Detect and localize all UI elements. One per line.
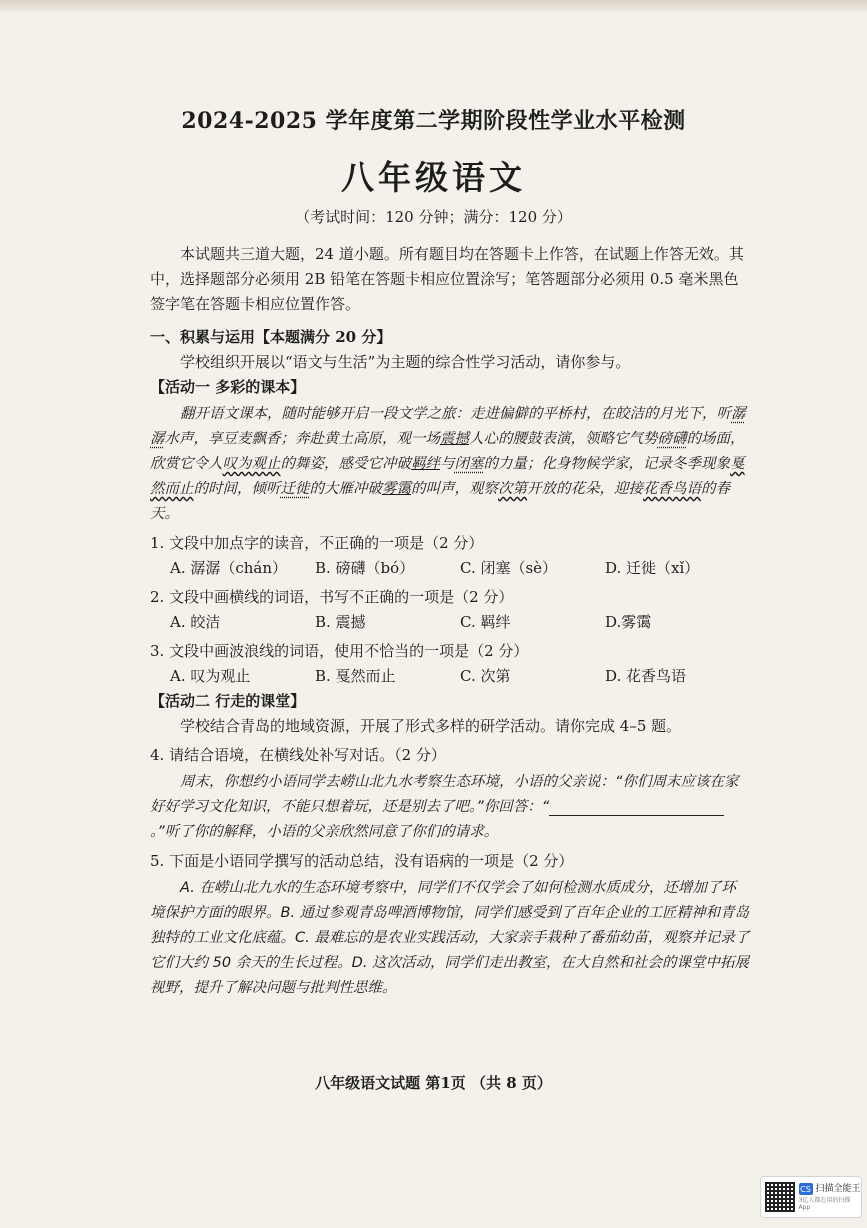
activity-one-passage: 翻开语文课本，随时能够开启一段文学之旅：走进偏僻的平桥村，在皎洁的月光下，听潺潺水声，享豆麦飘香；奔赴黄土高原，观一场震撼人心的腰鼓表演，领略它气势磅礴的场面，欣赏它令人叹为观止的舞姿，感受它冲破羁绊与闭塞的力量；化身物候学家，记录冬季现象戛然而止的时间，倾听迁徙的大雁冲破雾霭的叫声，观察次第开放的花朵，迎接花香鸟语的春天。 — [150, 406, 746, 522]
question-3-options — [170, 664, 750, 689]
section-intro: 学校组织开展以“语文与生活”为主题的综合性学习活动，请你参与。 — [180, 353, 631, 371]
question-1-option-a: A. 潺潺（chán） — [170, 559, 288, 577]
question-1-option-c: C. 闭塞（sè） — [460, 559, 558, 577]
question-1-option-b: B. 磅礴（bó） — [315, 559, 415, 577]
qr-code-icon — [765, 1182, 795, 1212]
page-footer: 八年级语文试题 第1页 （共 8 页） — [315, 1074, 552, 1092]
scanner-app-name: 扫描全能王 — [815, 1183, 861, 1194]
question-1-stem: 1. 文段中加点字的读音，不正确的一项是（2 分） — [150, 534, 484, 552]
answer-blank[interactable] — [549, 799, 724, 816]
question-2-option-d: D.雾霭 — [605, 613, 652, 631]
question-2-option-c: C. 羁绊 — [460, 613, 511, 631]
camscanner-logo: CS — [800, 1184, 811, 1194]
question-1-option-d: D. 迁徙（xǐ） — [605, 559, 700, 577]
question-4-stem: 4. 请结合语境，在横线处补写对话。（2 分） — [150, 746, 446, 764]
exam-content — [150, 236, 750, 1003]
question-2-option-a: A. 皎洁 — [170, 613, 221, 631]
question-2-stem: 2. 文段中画横线的词语，书写不正确的一项是（2 分） — [150, 588, 514, 606]
scanner-tagline: 3亿人都在用的扫描App — [798, 1197, 851, 1211]
question-3-option-d: D. 花香鸟语 — [605, 667, 687, 685]
exam-title: 2024-2025 学年度第二学期阶段性学业水平检测 — [181, 108, 686, 134]
section-heading: 一、积累与运用【本题满分 20 分】 — [150, 328, 392, 346]
question-3-option-b: B. 戛然而止 — [315, 667, 396, 685]
scanner-badge[interactable] — [760, 1176, 862, 1218]
instructions: 本试题共三道大题，24 道小题。所有题目均在答题卡上作答，在试题上作答无效。其中，选择题部分必须用 2B 铅笔在答题卡相应位置涂写；笔答题部分必须用 0.5 毫米黑色签字笔在答题卡相应位置作答。 — [150, 245, 744, 313]
activity-two-title: 【活动二 行走的课堂】 — [150, 692, 306, 710]
question-4-context: 周末，你想约小语同学去崂山北九水考察生态环境，小语的父亲说：“你们周末应该在家好好学习文化知识，不能只想着玩，还是别去了吧。”你回答：“。”听了你的解释，小语的父亲欣然同意了你们的请求。 — [150, 774, 739, 840]
subject-title: 八年级语文 — [341, 158, 526, 197]
question-5-body: A. 在崂山北九水的生态环境考察中，同学们不仅学会了如何检测水质成分，还增加了环境保护方面的眼界。B. 通过参观青岛啤酒博物馆，同学们感受到了百年企业的工匠精神和青岛独特的工业文化底蕴。C. 最难忘的是农业实践活动，大家亲手栽种了番茄幼苗，观察并记录了它们大约 50 余天的生长过程。D. 这次活动，同学们走出教室，在大自然和社会的课堂中拓展视野，提升了解决问题与批判性思维。 — [150, 880, 750, 996]
activity-one-title: 【活动一 多彩的课本】 — [150, 378, 306, 396]
activity-two-intro: 学校结合青岛的地域资源，开展了形式多样的研学活动。请你完成 4–5 题。 — [180, 717, 682, 735]
question-3-option-a: A. 叹为观止 — [170, 667, 251, 685]
question-3-option-c: C. 次第 — [460, 667, 511, 685]
question-5-stem: 5. 下面是小语同学撰写的活动总结，没有语病的一项是（2 分） — [150, 852, 574, 870]
question-2-options — [170, 610, 750, 635]
scan-top-edge — [0, 0, 867, 12]
exam-info: （考试时间：120 分钟；满分：120 分） — [295, 208, 572, 226]
question-2-option-b: B. 震撼 — [315, 613, 366, 631]
question-1-options — [170, 556, 750, 581]
question-3-stem: 3. 文段中画波浪线的词语，使用不恰当的一项是（2 分） — [150, 642, 529, 660]
